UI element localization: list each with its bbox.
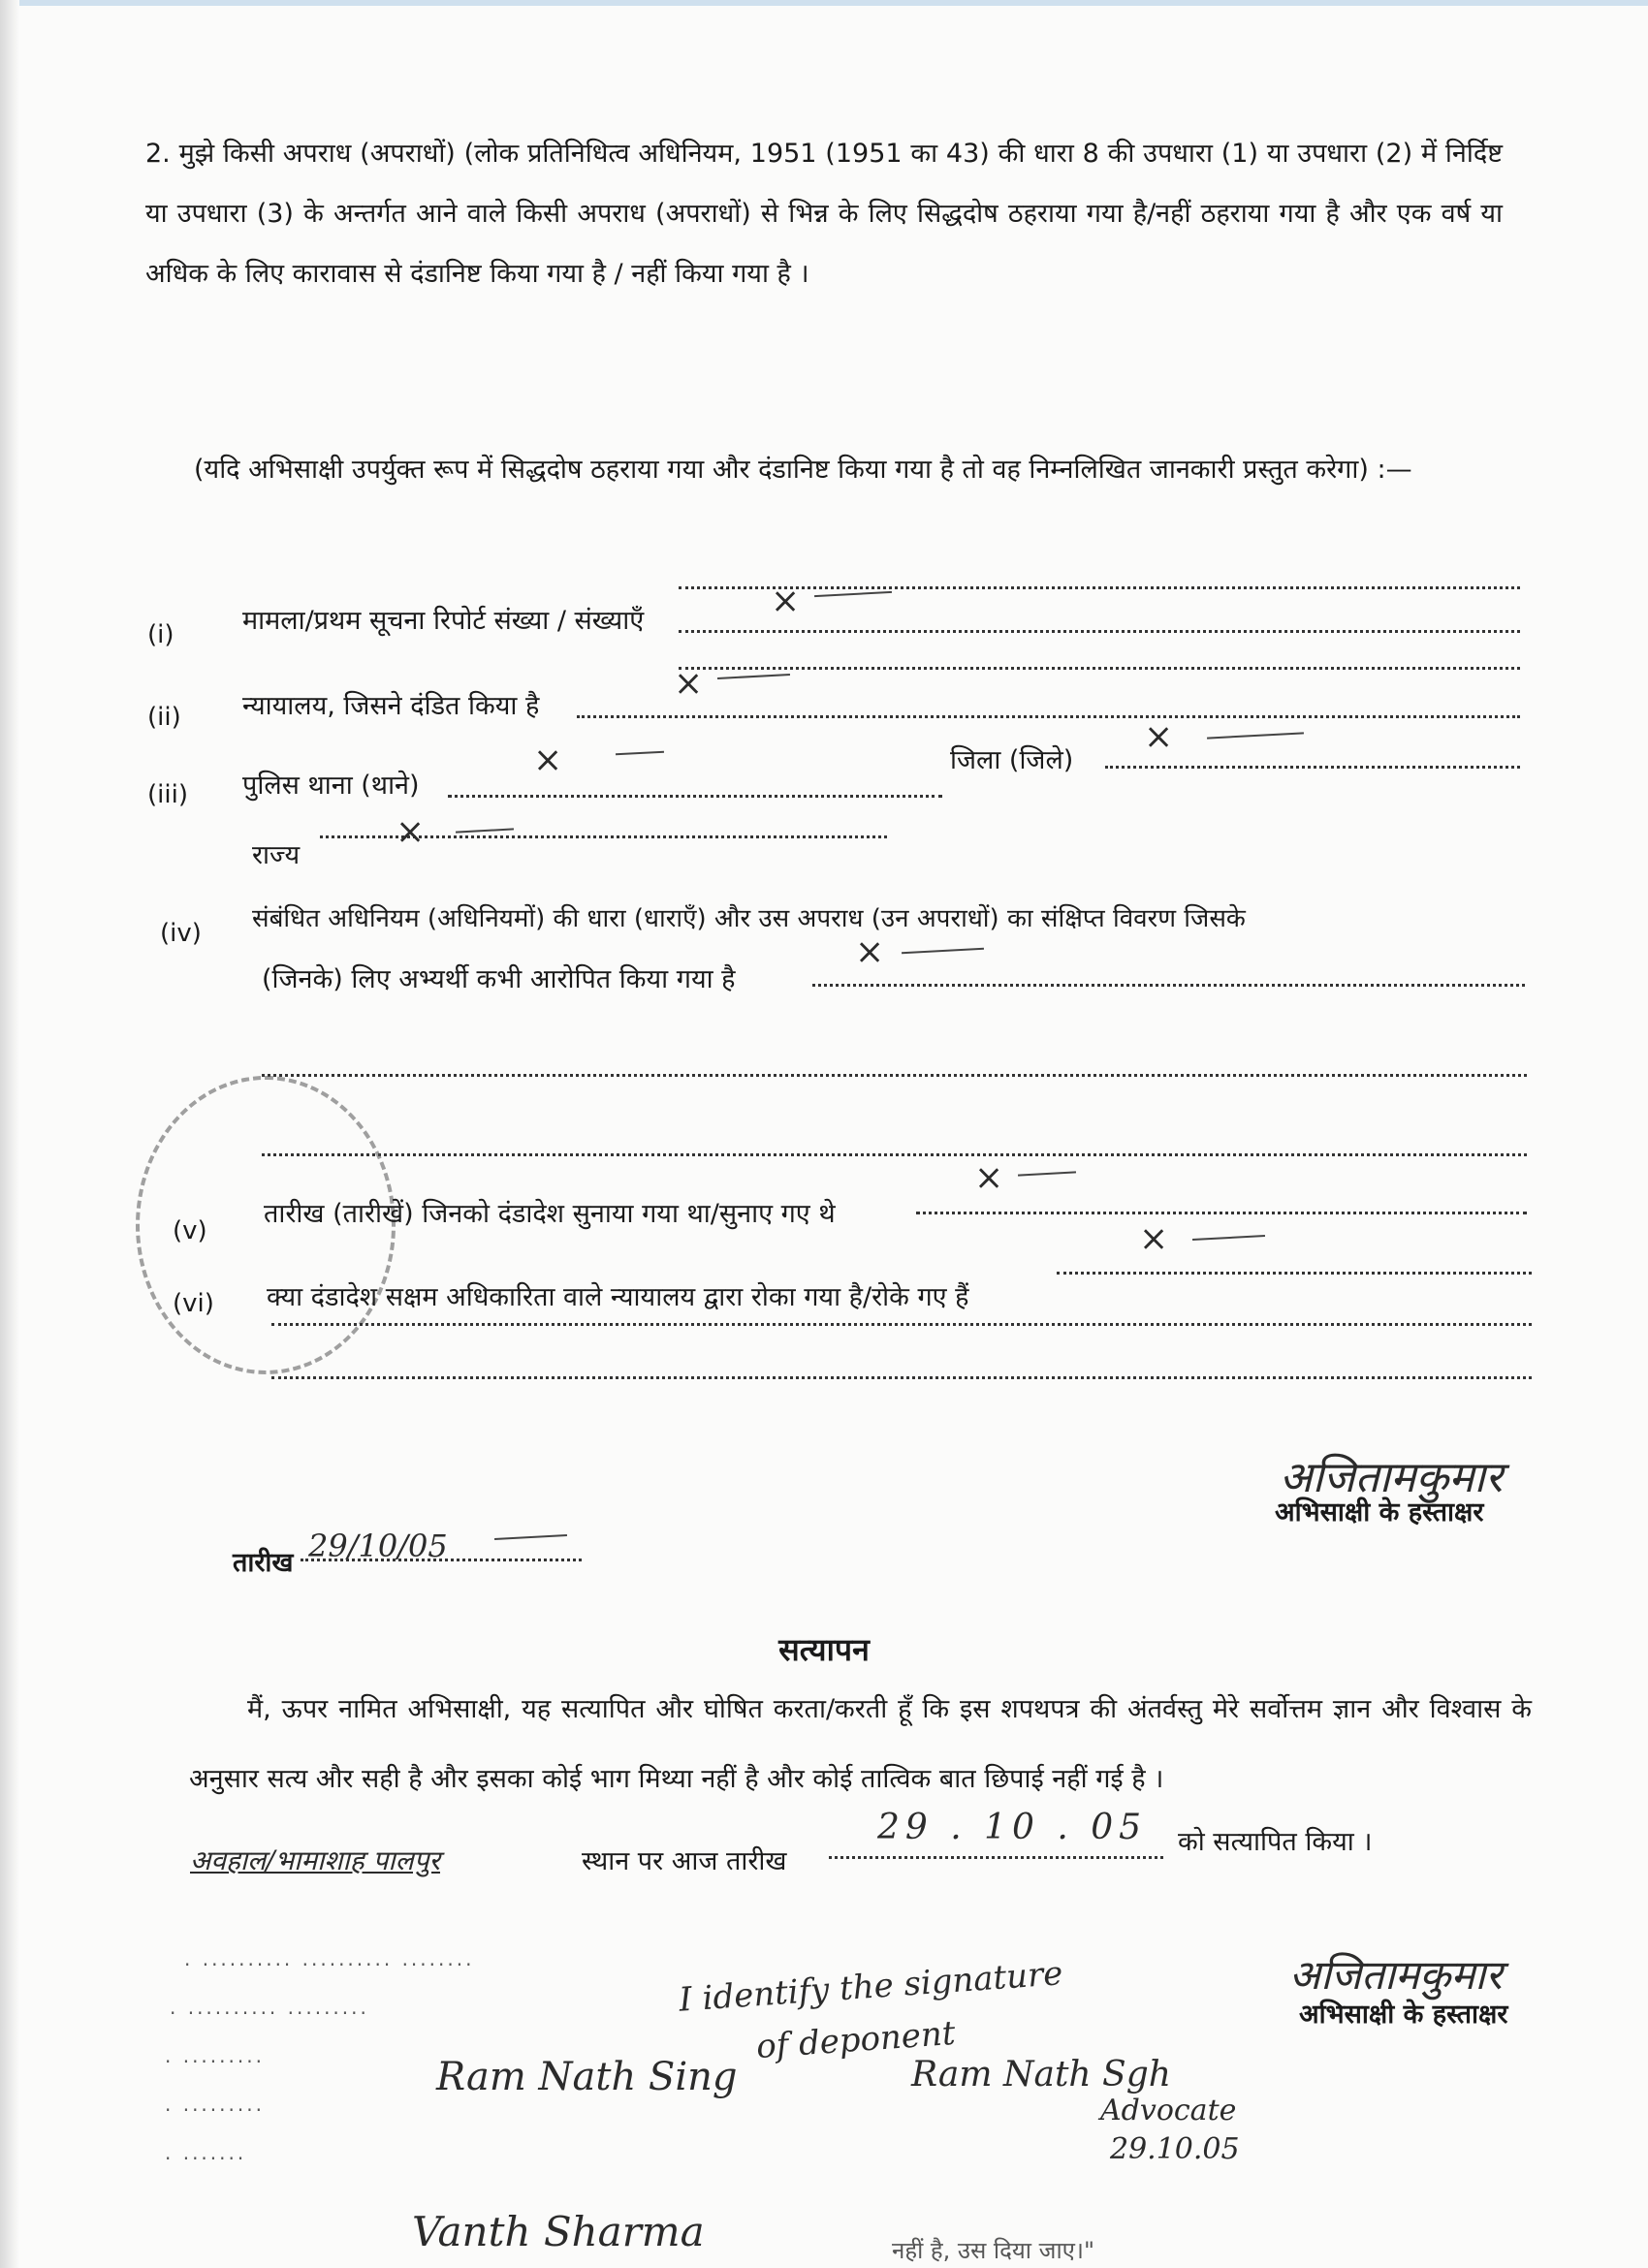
dash-iv (902, 948, 984, 954)
item-iii-state-label: राज्य (252, 840, 301, 870)
item-iv-label-2: (जिनके) लिए अभ्यर्थी कभी आरोपित किया गया है (262, 964, 736, 994)
left-edge (0, 0, 19, 2268)
item-iv-number: (iv) (160, 919, 202, 948)
dots-i-top (679, 586, 1520, 589)
dash-iii-police (616, 751, 664, 756)
faded-text-artifact-1: · ·········· ·········· ········ (184, 1953, 475, 1976)
attestation-line-1: I identify the signature (678, 1954, 1064, 2020)
attestation-line-2: of deponent (754, 2013, 957, 2067)
attestation-date: 29.10.05 (1110, 2132, 1240, 2166)
deponent-signature-2: अजितामकुमार (1289, 1951, 1503, 1999)
item-v-label: तारीख (तारीखें) जिनको दंडादेश सुनाया गया था/सुनाए गए थे (264, 1199, 836, 1229)
attestation-name-1: Ram Nath Sing (436, 2055, 738, 2099)
item-iii-number: (iii) (147, 780, 188, 809)
verification-date: 29 . 10 . 05 (877, 1808, 1148, 1847)
dots-iv-3 (262, 1153, 1527, 1156)
cross-mark-iii-state: × (396, 812, 426, 852)
attestation-role: Advocate (1100, 2094, 1237, 2127)
date-value-1: 29/10/05 (308, 1528, 448, 1564)
cut-off-footer-text: नहीं है, उस दिया जाए।" (892, 2237, 1095, 2264)
dots-iii-district (1105, 766, 1520, 769)
dash-vi (1192, 1235, 1265, 1241)
cross-mark-iii-district: × (1144, 717, 1174, 757)
cross-mark-ii: × (674, 664, 704, 704)
item-i-label: मामला/प्रथम सूचना रिपोर्ट संख्या / संख्याएँ (242, 606, 645, 636)
item-ii-number: (ii) (147, 703, 181, 732)
dash-ii (717, 674, 790, 679)
deponent-signature-1: अजितामकुमार (1280, 1453, 1503, 1502)
date-label-1: तारीख (233, 1548, 294, 1578)
dots-iii-police (448, 795, 942, 798)
cross-mark-vi: × (1139, 1219, 1169, 1259)
deponent-signature-label-1: अभिसाक्षी के हस्ताक्षर (1275, 1497, 1484, 1528)
item-iii-label: पुलिस थाना (थाने) (242, 771, 420, 801)
dash-v (1018, 1171, 1076, 1176)
item-ii-label: न्यायालय, जिसने दंडित किया है (242, 691, 540, 721)
dots-vi-2 (271, 1323, 1532, 1326)
cross-mark-i: × (771, 582, 801, 621)
dots-ii (577, 715, 1520, 718)
verification-place: अवहाल/भामाशाह पालपुर (190, 1844, 440, 1876)
verification-title: सत्यापन (778, 1631, 870, 1668)
dots-v (916, 1212, 1527, 1214)
item-v-number: (v) (173, 1216, 207, 1245)
paragraph-2: 2. मुझे किसी अपराध (अपराधों) (लोक प्रतिनिधित्व अधिनियम, 1951 (1951 का 43) की धारा 8 की उपधारा (1) या उपधारा (2) में निर्दिष्ट या उपधारा (3) के अन्तर्गत आने वाले किसी अपराध (अपराधों) से भिन्न के लिए सिद्धदोष ठहराया गया है/नहीं ठहराया गया है और एक वर्ष या अधिक के लिए कारावास से दंडानिष्ट किया गया है / नहीं किया गया है । (145, 139, 1503, 289)
attestation-signature-3: Vanth Sharma (412, 2208, 705, 2255)
dots-ii-top (679, 667, 1520, 670)
paragraph-conditional: (यदि अभिसाक्षी उपर्युक्त रूप में सिद्धदोष ठहराया गया और दंडानिष्ट किया गया है तो वह निम्नलिखित जानकारी प्रस्तुत करेगा) :— (194, 455, 1412, 485)
item-iv-label-1: संबंधित अधिनियम (अधिनियमों) की धारा (धाराएँ) और उस अपराध (उन अपराधों) का संक्षिप्त विवरण जिसके (252, 904, 1246, 933)
dash-iii-district (1207, 732, 1304, 739)
verification-end-text: को सत्यापित किया । (1178, 1827, 1373, 1857)
item-vi-number: (vi) (173, 1289, 214, 1318)
dots-iv-2 (262, 1074, 1527, 1077)
top-edge (0, 0, 1648, 6)
dash-date-1 (494, 1534, 567, 1540)
item-i-number: (i) (147, 620, 174, 649)
verification-paragraph: मैं, ऊपर नामित अभिसाक्षी, यह सत्यापित और घोषित करता/करती हूँ कि इस शपथपत्र की अंतर्वस्तु मेरे सर्वोत्तम ज्ञान और विश्वास के अनुसार सत्य और सही है और इसका कोई भाग मिथ्या नहीं है और कोई तात्विक बात छिपाई नहीं गई है । (189, 1694, 1532, 1794)
dots-vi (1057, 1272, 1532, 1275)
faded-text-artifact-3: · ········· (165, 2050, 265, 2073)
verification-place-text: स्थान पर आज तारीख (582, 1846, 787, 1876)
deponent-signature-label-2: अभिसाक्षी के हस्ताक्षर (1299, 2000, 1508, 2030)
dots-date-1 (301, 1559, 582, 1561)
dots-verification-date (829, 1856, 1163, 1859)
faded-text-artifact-2: · ·········· ········· (170, 2001, 369, 2025)
item-vi-label: क्या दंडादेश सक्षम अधिकारिता वाले न्यायालय द्वारा रोका गया है/रोके गए हैं (267, 1282, 969, 1312)
dots-i (679, 630, 1520, 633)
cross-mark-iii-police: × (533, 740, 563, 780)
dots-iv (812, 984, 1525, 987)
dash-i (814, 591, 892, 597)
attestation-name-2: Ram Nath Sgh (911, 2055, 1171, 2095)
cross-mark-v: × (974, 1158, 1004, 1198)
cross-mark-iv: × (855, 932, 885, 972)
dots-vi-3 (271, 1376, 1532, 1379)
dash-iii-state (456, 828, 514, 833)
item-iii-district-label: जिला (जिले) (950, 745, 1074, 775)
faded-text-artifact-5: · ······· (165, 2147, 247, 2170)
faded-text-artifact-4: · ········· (165, 2098, 265, 2122)
